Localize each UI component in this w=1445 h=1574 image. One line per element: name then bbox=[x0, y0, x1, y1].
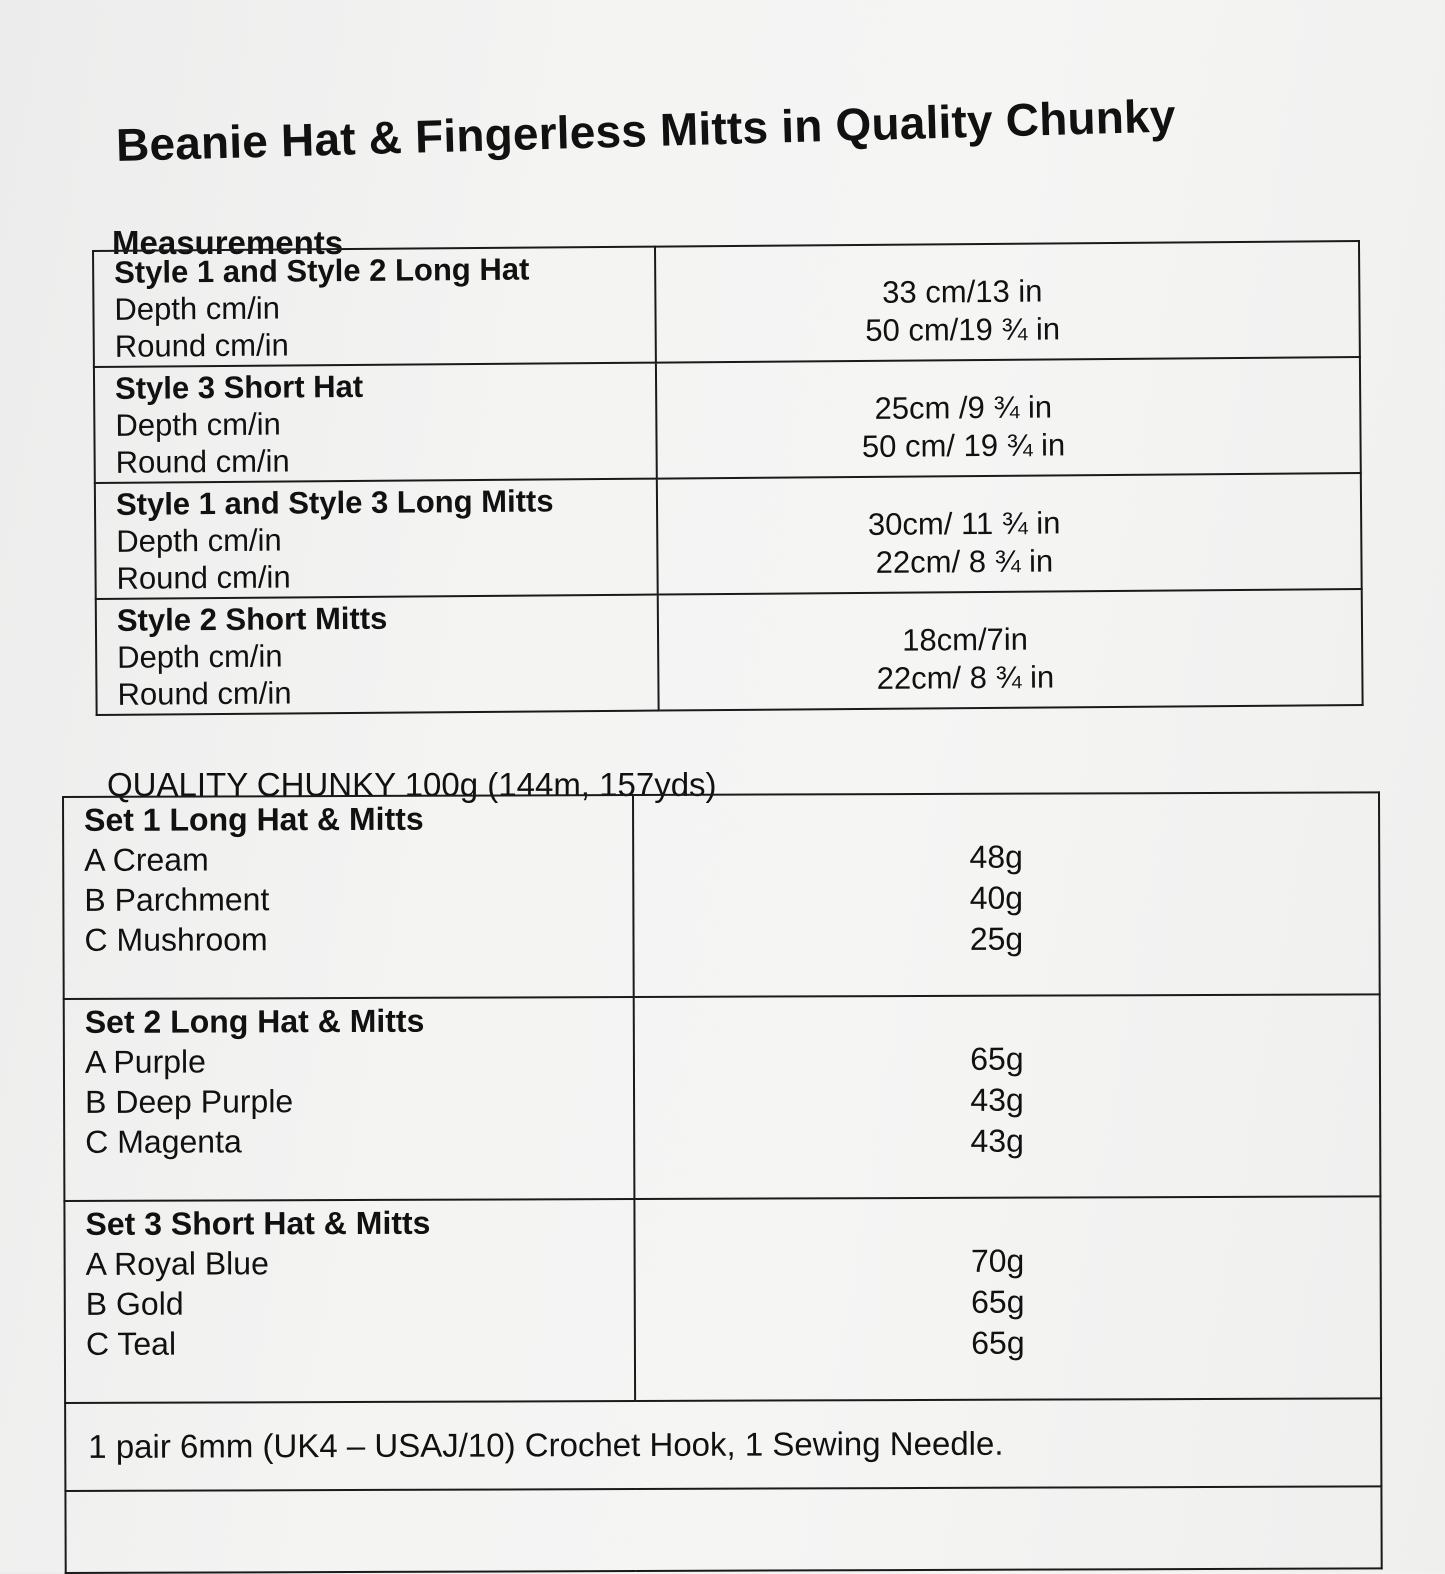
measurement-label-cell bbox=[96, 595, 659, 715]
yarn-weight: 40g bbox=[969, 879, 1024, 916]
measurement-style-title: Style 2 Short Mitts bbox=[116, 600, 388, 638]
yarn-colour-name: B Deep Purple bbox=[85, 1083, 294, 1120]
equipment-row bbox=[65, 1398, 1381, 1491]
yarn-colour-name: C Teal bbox=[85, 1325, 177, 1362]
yarn-weight: 65g bbox=[971, 1283, 1025, 1320]
depth-value: 25cm /9 ¾ in bbox=[874, 389, 1053, 426]
yarn-weight: 43g bbox=[970, 1081, 1024, 1118]
yarn-weight: 48g bbox=[969, 838, 1023, 875]
yarn-set-label-cell bbox=[63, 795, 634, 999]
measurement-row bbox=[96, 589, 1363, 715]
yarn-set-row bbox=[64, 1196, 1381, 1403]
yarn-colour-name: C Mushroom bbox=[84, 921, 268, 958]
round-value: 22cm/ 8 ¾ in bbox=[876, 659, 1055, 696]
measurement-style-title: Style 1 and Style 2 Long Hat bbox=[114, 251, 530, 290]
yarn-table bbox=[62, 791, 1383, 1574]
round-label: Round cm/in bbox=[114, 327, 289, 364]
measurement-row bbox=[95, 473, 1362, 599]
yarn-set-title: Set 1 Long Hat & Mitts bbox=[84, 800, 424, 838]
round-value: 22cm/ 8 ¾ in bbox=[875, 543, 1054, 580]
equipment-text: 1 pair 6mm (UK4 – USAJ/10) Crochet Hook, 1 Sewing Needle. bbox=[65, 1398, 1381, 1491]
yarn-weight: 43g bbox=[970, 1122, 1024, 1159]
measurement-style-title: Style 1 and Style 3 Long Mitts bbox=[115, 483, 554, 522]
measurement-value-cell bbox=[657, 473, 1362, 595]
measurement-label-cell bbox=[95, 479, 658, 599]
measurement-value-cell bbox=[658, 589, 1363, 711]
yarn-heading: QUALITY CHUNKY 100g (144m, 157yds) bbox=[107, 766, 717, 803]
notes-row bbox=[65, 1486, 1381, 1573]
measurement-row bbox=[94, 357, 1361, 483]
yarn-weight-cell bbox=[634, 1196, 1381, 1401]
yarn-weight: 65g bbox=[970, 1040, 1024, 1077]
round-value: 50 cm/19 ¾ in bbox=[865, 311, 1061, 348]
depth-label: Depth cm/in bbox=[116, 522, 282, 559]
yarn-colour-name: A Cream bbox=[84, 841, 209, 878]
depth-value: 33 cm/13 in bbox=[882, 273, 1043, 310]
yarn-colour-name: C Magenta bbox=[85, 1123, 242, 1160]
yarn-set-title: Set 2 Long Hat & Mitts bbox=[84, 1002, 425, 1040]
measurement-value-cell bbox=[655, 241, 1360, 363]
round-label: Round cm/in bbox=[116, 559, 291, 596]
yarn-colour-name: B Parchment bbox=[84, 881, 270, 918]
round-label: Round cm/in bbox=[115, 443, 290, 480]
yarn-weight: 65g bbox=[971, 1324, 1025, 1361]
yarn-weight: 25g bbox=[969, 920, 1024, 957]
measurements-heading: Measurements bbox=[112, 224, 344, 261]
yarn-colour-name: B Gold bbox=[85, 1285, 184, 1322]
measurement-value-cell bbox=[656, 357, 1361, 479]
yarn-set-row bbox=[63, 792, 1380, 999]
yarn-weight-cell bbox=[633, 792, 1380, 997]
measurement-label-cell bbox=[94, 363, 657, 483]
yarn-colour-name: A Purple bbox=[84, 1043, 206, 1080]
round-value: 50 cm/ 19 ¾ in bbox=[861, 427, 1066, 464]
yarn-set-label-cell bbox=[64, 997, 635, 1201]
notes-cell bbox=[65, 1486, 1381, 1573]
depth-value: 30cm/ 11 ¾ in bbox=[867, 505, 1061, 542]
measurement-style-title: Style 3 Short Hat bbox=[114, 368, 364, 406]
yarn-weight: 70g bbox=[970, 1242, 1025, 1279]
yarn-set-row bbox=[64, 994, 1381, 1201]
depth-label: Depth cm/in bbox=[117, 638, 283, 675]
measurement-label-cell bbox=[93, 247, 656, 367]
measurement-row bbox=[93, 241, 1360, 367]
yarn-colour-name: A Royal Blue bbox=[85, 1245, 269, 1282]
page-title: Beanie Hat & Fingerless Mitts in Quality Chunky bbox=[115, 89, 1177, 171]
yarn-set-title: Set 3 Short Hat & Mitts bbox=[85, 1204, 431, 1242]
yarn-set-label-cell bbox=[64, 1199, 635, 1403]
depth-label: Depth cm/in bbox=[115, 406, 281, 443]
round-label: Round cm/in bbox=[117, 675, 292, 712]
yarn-weight-cell bbox=[634, 994, 1381, 1199]
depth-value: 18cm/7in bbox=[902, 621, 1029, 658]
depth-label: Depth cm/in bbox=[114, 290, 281, 327]
measurements-table bbox=[92, 240, 1364, 716]
